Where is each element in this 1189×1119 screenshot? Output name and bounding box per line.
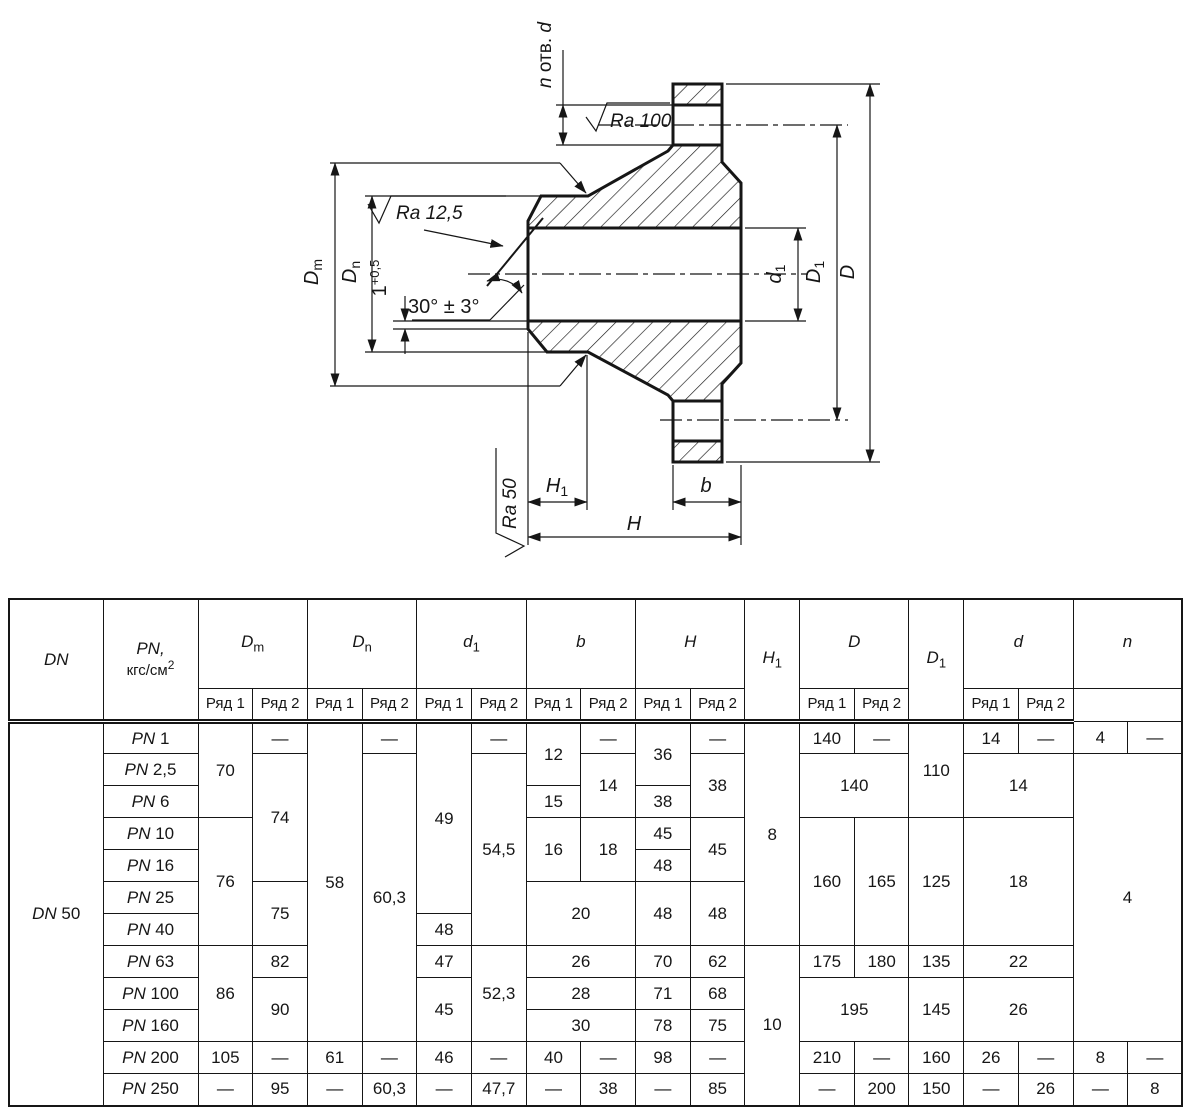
table-row	[9, 1042, 1182, 1074]
table-cell: 26	[526, 946, 635, 978]
table-cell: —	[1128, 1042, 1183, 1074]
col-header-D1: $D_1$	[909, 599, 964, 722]
table-cell: 90	[253, 978, 308, 1042]
table-row	[9, 754, 1182, 786]
table-cell: 160	[800, 818, 855, 946]
flange-outline	[528, 84, 741, 462]
table-cell: 30	[526, 1010, 635, 1042]
table-cell: —	[964, 1074, 1019, 1106]
table-cell: 45	[690, 818, 745, 882]
table-cell: 12	[526, 722, 581, 786]
table-cell: —	[526, 1074, 581, 1106]
table-cell: 145	[909, 978, 964, 1042]
dn-label: Dn	[339, 260, 363, 284]
table-cell: 45	[636, 818, 691, 850]
table-cell: —	[690, 1042, 745, 1074]
bolt-circle-label: D1	[803, 260, 827, 284]
table-row	[9, 946, 1182, 978]
table-cell: 175	[800, 946, 855, 978]
table-cell: 26	[964, 978, 1073, 1042]
table-cell: 26	[1018, 1074, 1073, 1106]
table-cell: 54,5	[471, 754, 526, 946]
table-cell: 75	[253, 882, 308, 946]
table-cell: 82	[253, 946, 308, 978]
table-row	[9, 1074, 1182, 1106]
table-cell: 15	[526, 786, 581, 818]
table-cell: 46	[417, 1042, 472, 1074]
table-cell: 200	[854, 1074, 909, 1106]
table-cell: 18	[964, 818, 1073, 946]
table-cell: 140	[800, 754, 909, 818]
table-cell: 70	[636, 946, 691, 978]
h-label: H	[626, 513, 642, 535]
table-cell: 78	[636, 1010, 691, 1042]
table-cell: 14	[964, 722, 1019, 754]
angle-label: 30° ± 3°	[408, 296, 480, 318]
table-cell: —	[198, 1074, 253, 1106]
ra125-label: Ra 12,5	[396, 203, 463, 224]
subcol-series2: Ряд 2	[854, 689, 909, 722]
table-cell: 4	[1073, 754, 1182, 1042]
table-cell: 195	[800, 978, 909, 1042]
table-body	[9, 722, 1182, 1106]
table-cell: —	[854, 722, 909, 754]
dimensions-table	[8, 598, 1183, 1107]
subcol-series1: Ряд 1	[800, 689, 855, 722]
table-cell: 22	[964, 946, 1073, 978]
h1-label: H1	[545, 475, 569, 499]
table-cell: —	[362, 722, 417, 754]
outer-diameter-label: D	[837, 264, 859, 280]
table-cell: —	[253, 1042, 308, 1074]
table-cell: —	[1018, 722, 1073, 754]
subcol-series1: Ряд 1	[198, 689, 253, 722]
pn-cell: PN 16	[103, 850, 198, 882]
table-cell: 14	[581, 754, 636, 818]
d1-label: d1	[764, 264, 788, 284]
table-cell: —	[581, 1042, 636, 1074]
table-cell: 75	[690, 1010, 745, 1042]
b-label: b	[700, 475, 712, 497]
table-cell: 150	[909, 1074, 964, 1106]
col-header-b: b	[526, 599, 635, 689]
table-cell: 26	[964, 1042, 1019, 1074]
table-cell: 85	[690, 1074, 745, 1106]
pn-cell: PN 250	[103, 1074, 198, 1106]
subcol-series2: Ряд 2	[1018, 689, 1073, 722]
table-cell: 38	[581, 1074, 636, 1106]
dim-h1	[528, 355, 587, 510]
table-cell: 180	[854, 946, 909, 978]
table-cell: 49	[417, 722, 472, 914]
table-cell: 4	[1073, 722, 1128, 754]
table-cell: 58	[307, 722, 362, 1042]
table-row	[9, 818, 1182, 850]
table-cell: 74	[253, 754, 308, 882]
table-cell: —	[1128, 722, 1183, 754]
col-header-n: n	[1073, 599, 1182, 689]
table-cell: 8	[745, 722, 800, 946]
ra50-label: Ra 50	[500, 478, 521, 529]
table-cell: 61	[307, 1042, 362, 1074]
table-cell: —	[471, 722, 526, 754]
subcol-series2: Ряд 2	[471, 689, 526, 722]
dim-b	[673, 465, 741, 510]
pn-cell: PN 40	[103, 914, 198, 946]
lip-label: $1^{+0,5}$	[367, 259, 391, 297]
table-cell: —	[1018, 1042, 1073, 1074]
col-header-pn: PN, кгс/$см^2$	[103, 599, 198, 722]
ra100-label: Ra 100	[610, 111, 672, 132]
col-header-dn2: $D_n$	[307, 599, 416, 689]
table-cell: 125	[909, 818, 964, 946]
subcol-series1: Ряд 1	[526, 689, 581, 722]
bevel-angle-dimension	[408, 218, 543, 320]
pn-cell: PN 200	[103, 1042, 198, 1074]
pn-cell: PN 100	[103, 978, 198, 1010]
table-cell: 140	[800, 722, 855, 754]
col-header-d: d	[964, 599, 1073, 689]
table-cell: 18	[581, 818, 636, 882]
table-cell: —	[471, 1042, 526, 1074]
subcol-series1: Ряд 1	[417, 689, 472, 722]
dn-cell: DN 50	[9, 722, 103, 1106]
pn-cell: PN 160	[103, 1010, 198, 1042]
table-cell: 48	[636, 882, 691, 946]
table-cell: 68	[690, 978, 745, 1010]
subcol-series1: Ряд 1	[307, 689, 362, 722]
table-cell: 14	[964, 754, 1073, 818]
table-cell: 76	[198, 818, 253, 946]
col-header-dn: DN	[9, 599, 103, 722]
pn-cell: PN 2,5	[103, 754, 198, 786]
table-cell: 95	[253, 1074, 308, 1106]
roughness-ra50	[496, 448, 524, 557]
subcol-series2: Ряд 2	[581, 689, 636, 722]
table-cell: 20	[526, 882, 635, 946]
table-row	[9, 978, 1182, 1010]
table-cell: 47	[417, 946, 472, 978]
table-cell: 8	[1073, 1042, 1128, 1074]
pn-cell: PN 1	[103, 722, 198, 754]
table-cell: 165	[854, 818, 909, 946]
col-header-D: D	[800, 599, 909, 689]
table-cell: 28	[526, 978, 635, 1010]
table-cell: 210	[800, 1042, 855, 1074]
table-cell: 105	[198, 1042, 253, 1074]
roughness-ra125	[368, 196, 506, 246]
col-header-h1: $H_1$	[745, 599, 800, 722]
table-cell: —	[854, 1042, 909, 1074]
table-cell: 62	[690, 946, 745, 978]
table-cell: 160	[909, 1042, 964, 1074]
subcol-series1: Ряд 1	[964, 689, 1019, 722]
table-cell: 86	[198, 946, 253, 1042]
dm-label: Dm	[301, 258, 325, 286]
table-cell: 38	[636, 786, 691, 818]
table-cell: 135	[909, 946, 964, 978]
table-cell: 48	[417, 914, 472, 946]
pn-cell: PN 6	[103, 786, 198, 818]
table-cell: 60,3	[362, 754, 417, 1042]
table-cell: —	[581, 722, 636, 754]
subcol-series1: Ряд 1	[636, 689, 691, 722]
table-cell: 36	[636, 722, 691, 786]
table-cell: —	[253, 722, 308, 754]
table-cell: 47,7	[471, 1074, 526, 1106]
table-cell: 8	[1128, 1074, 1183, 1106]
table-cell: —	[1073, 1074, 1128, 1106]
table-cell: 52,3	[471, 946, 526, 1042]
table-cell: —	[690, 722, 745, 754]
subcol-series2: Ряд 2	[690, 689, 745, 722]
table-cell: 48	[636, 850, 691, 882]
table-cell: 38	[690, 754, 745, 818]
pn-cell: PN 10	[103, 818, 198, 850]
dim-bolt-circle	[803, 125, 837, 420]
table-cell: —	[800, 1074, 855, 1106]
table-cell: 71	[636, 978, 691, 1010]
pn-cell: PN 63	[103, 946, 198, 978]
subcol-series2: Ряд 2	[253, 689, 308, 722]
col-header-h: H	[636, 599, 745, 689]
col-header-dm: $D_m$	[198, 599, 307, 689]
pn-cell: PN 25	[103, 882, 198, 914]
table-row	[9, 722, 1182, 754]
col-header-d1: $d_1$	[417, 599, 526, 689]
table-cell: —	[417, 1074, 472, 1106]
table-cell: —	[362, 1042, 417, 1074]
table-cell: —	[307, 1074, 362, 1106]
table-cell: 48	[690, 882, 745, 946]
table-cell: 16	[526, 818, 581, 882]
table-cell: 10	[745, 946, 800, 1106]
table-cell: 98	[636, 1042, 691, 1074]
subcol-series2: Ряд 2	[362, 689, 417, 722]
roughness-ra100	[586, 103, 672, 132]
table-cell: 40	[526, 1042, 581, 1074]
table-cell: 60,3	[362, 1074, 417, 1106]
table-cell: 70	[198, 722, 253, 818]
table-cell: 45	[417, 978, 472, 1042]
n-holes-label: n отв. d	[535, 22, 556, 88]
section-hatching	[528, 84, 741, 462]
table-cell: —	[636, 1074, 691, 1106]
table-cell: 110	[909, 722, 964, 818]
